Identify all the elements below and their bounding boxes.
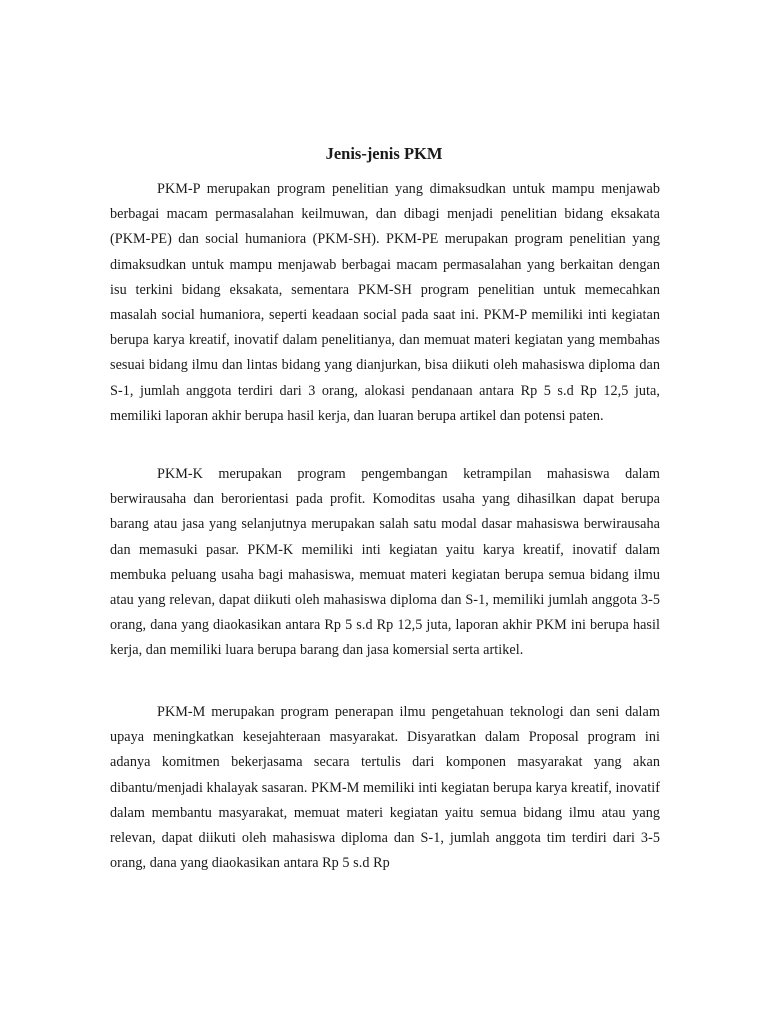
paragraph-pkm-k: PKM-K merupakan program pengembangan ketrampilan mahasiswa dalam berwirausaha dan berorientasi pada profit. Komoditas usaha yang dihasilkan dapat berupa barang atau jasa yang selanjutnya merupakan salah satu modal dasar mahasiswa berwirausaha dan memasuki pasar. PKM-K memiliki inti kegiatan yaitu karya kreatif, inovatif dalam membuka peluang usaha bagi mahasiswa, memuat materi kegiatan berupa semua bidang ilmu atau yang relevan, dapat diikuti oleh mahasiswa diploma dan S-1, memiliki jumlah anggota 3-5 orang, dana yang diaokasikan antara Rp 5 s.d Rp 12,5 juta, laporan akhir PKM ini berupa hasil kerja, dan memiliki luara berupa barang dan jasa komersial serta artikel.	[110, 466, 660, 659]
document-title: Jenis-jenis PKM	[325, 144, 443, 163]
paragraph-pkm-m: PKM-M merupakan program penerapan ilmu pengetahuan teknologi dan seni dalam upaya meningkatkan kesejahteraan masyarakat. Disyaratkan dalam Proposal program ini adanya komitmen bekerjasama secara tertulis dari komponen masyarakat yang akan dibantu/menjadi khalayak sasaran. PKM-M memiliki inti kegiatan berupa karya kreatif, inovatif dalam membantu masyarakat, memuat materi kegiatan yaitu semua bidang ilmu atau yang relevan, dapat diikuti oleh mahasiswa diploma dan S-1, jumlah anggota tim terdiri dari 3-5 orang, dana yang diaokasikan antara Rp 5 s.d Rp	[110, 704, 660, 872]
paragraph-pkm-p: PKM-P merupakan program penelitian yang dimaksudkan untuk mampu menjawab berbagai macam permasalahan keilmuwan, dan dibagi menjadi penelitian bidang eksakata (PKM-PE) dan social humaniora (PKM-SH). PKM-PE merupakan program penelitian yang dimaksudkan untuk mampu menjawab berbagai macam permasalahan yang berkaitan dengan isu terkini bidang eksakata, sementara PKM-SH program penelitian untuk memecahkan masalah social humaniora, seperti keadaan social pada saat ini. PKM-P memiliki inti kegiatan berupa karya kreatif, inovatif dalam penelitianya, dan memuat materi kegiatan yang membahas sesuai bidang ilmu dan lintas bidang yang dianjurkan, bisa diikuti oleh mahasiswa diploma dan S-1, jumlah anggota terdiri dari 3 orang, alokasi pendanaan antara Rp 5 s.d Rp 12,5 juta, memiliki laporan akhir berupa hasil kerja, dan luaran berupa artikel dan potensi paten.	[110, 181, 660, 424]
